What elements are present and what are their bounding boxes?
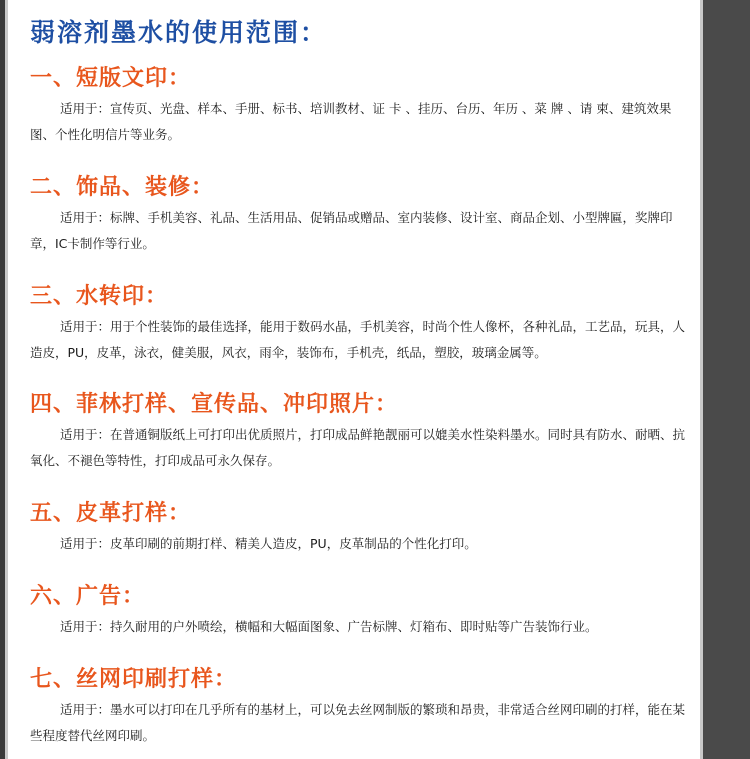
section-water-transfer bbox=[30, 282, 690, 366]
section-heading: 四、菲林打样、宣传品、冲印照片： bbox=[30, 392, 399, 417]
section-heading: 五、皮革打样： bbox=[30, 501, 192, 526]
section-body: 适用于：墨水可以打印在几乎所有的基材上，可以免去丝网制版的繁琐和昂贵，非常适合丝网印刷的打样，能在某些程度替代丝网印刷。 bbox=[30, 702, 686, 743]
section-heading: 六、广告： bbox=[30, 584, 146, 609]
section-heading: 三、水转印： bbox=[30, 284, 169, 309]
section-body: 适用于：用于个性装饰的最佳选择，能用于数码水晶，手机美容，时尚个性人像杯，各种礼品，工艺品，玩具，人造皮，PU，皮革，泳衣，健美服，风衣，雨伞，装饰布，手机壳，纸品，塑胶，玻璃金属等。 bbox=[30, 319, 686, 360]
background-strip bbox=[703, 0, 750, 759]
section-body: 适用于：标牌、手机美容、礼品、生活用品、促销品或赠品、室内装修、设计室、商品企划、小型牌匾，奖牌印章，IC卡制作等行业。 bbox=[30, 210, 673, 251]
section-short-run-printing bbox=[30, 64, 690, 148]
section-leather-proofing bbox=[30, 499, 690, 557]
section-body: 适用于：皮革印刷的前期打样、精美人造皮，PU，皮革制品的个性化打印。 bbox=[60, 536, 477, 551]
document-page bbox=[5, 0, 703, 759]
page-title: 弱溶剂墨水的使用范围： bbox=[30, 18, 328, 47]
section-body: 适用于：宣传页、光盘、样本、手册、标书、培训教材、证 卡 、挂历、台历、年历 、菜 牌 、请 柬、建筑效果图、个性化明信片等业务。 bbox=[30, 101, 672, 142]
section-screen-printing-proofing bbox=[30, 665, 690, 749]
section-heading: 二、饰品、装修： bbox=[30, 175, 215, 200]
section-heading: 七、丝网印刷打样： bbox=[30, 667, 238, 692]
section-advertising bbox=[30, 582, 690, 640]
section-heading: 一、短版文印： bbox=[30, 66, 192, 91]
section-film-proofing bbox=[30, 390, 690, 474]
section-decorations bbox=[30, 173, 690, 257]
section-body: 适用于：持久耐用的户外喷绘，横幅和大幅面图象、广告标牌、灯箱布、即时贴等广告装饰行业。 bbox=[60, 619, 598, 634]
section-body: 适用于：在普通铜版纸上可打印出优质照片，打印成品鲜艳靓丽可以媲美水性染料墨水。同时具有防水、耐晒、抗氧化、不褪色等特性，打印成品可永久保存。 bbox=[30, 427, 686, 468]
